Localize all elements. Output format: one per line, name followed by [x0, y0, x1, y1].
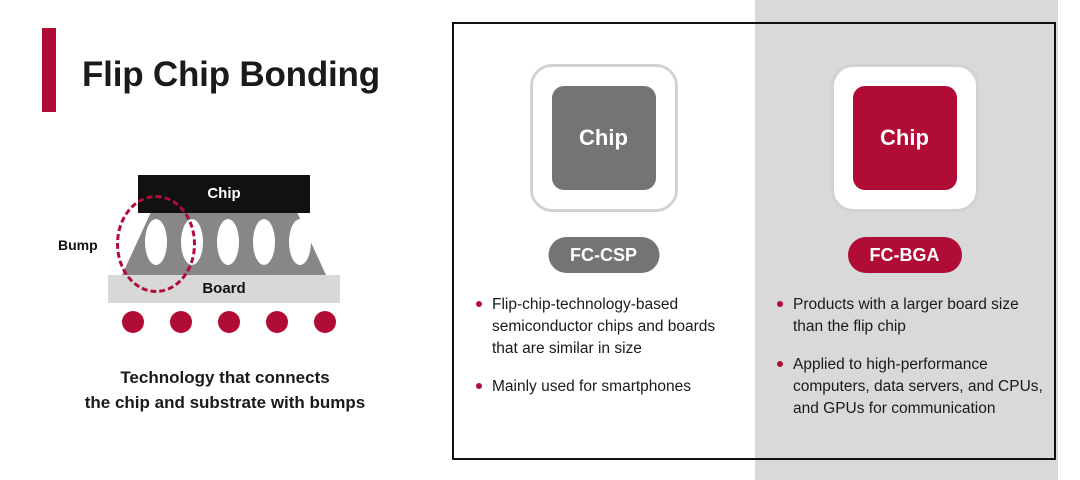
schematic-solder-ball — [218, 311, 240, 333]
chip-block-fc-bga: Chip — [853, 86, 957, 190]
list-item-text: Products with a larger board size than the flip chip — [793, 296, 1019, 335]
schematic-bump — [289, 219, 311, 265]
schematic-bump — [253, 219, 275, 265]
label-pill-fc-bga: FC-BGA — [848, 237, 962, 273]
schematic-board-label: Board — [202, 280, 246, 297]
list-item — [777, 354, 1043, 420]
list-item — [476, 376, 742, 398]
bullet-dot-icon — [476, 301, 482, 307]
chip-block-fc-csp: Chip — [552, 86, 656, 190]
schematic-solder-ball — [266, 311, 288, 333]
caption-line-1: Technology that connects — [120, 368, 330, 387]
bullet-dot-icon — [476, 383, 482, 389]
list-item — [476, 294, 742, 360]
list-item — [777, 294, 1043, 338]
list-item-text: Flip-chip-technology-based semiconductor chips and boards that are similar in size — [492, 296, 716, 357]
schematic-chip-label: Chip — [207, 185, 241, 202]
chip-card-fc-bga — [831, 64, 979, 212]
list-item-text: Mainly used for smartphones — [492, 378, 692, 395]
bullet-list-fc-csp — [476, 294, 742, 414]
left-caption — [30, 366, 420, 415]
schematic-bump — [217, 219, 239, 265]
bullet-dot-icon — [777, 361, 783, 367]
bullet-dot-icon — [777, 301, 783, 307]
bump-callout-label: Bump — [58, 237, 98, 253]
column-fc-bga — [753, 22, 1056, 460]
bump-highlight-ellipse — [116, 195, 196, 293]
flip-chip-schematic — [60, 165, 390, 350]
schematic-solder-ball — [314, 311, 336, 333]
list-item-text: Applied to high-performance computers, data servers, and CPUs, and GPUs for communication — [793, 356, 1043, 417]
title-accent-bar — [42, 28, 56, 112]
column-fc-csp — [452, 22, 755, 460]
right-panel — [452, 22, 1058, 462]
caption-line-2: the chip and substrate with bumps — [84, 392, 366, 412]
left-panel — [0, 0, 450, 480]
chip-card-fc-csp — [530, 64, 678, 212]
label-pill-fc-csp: FC-CSP — [548, 237, 659, 273]
bullet-list-fc-bga — [777, 294, 1043, 436]
page-title: Flip Chip Bonding — [82, 55, 380, 94]
schematic-solder-ball — [122, 311, 144, 333]
schematic-solder-ball — [170, 311, 192, 333]
